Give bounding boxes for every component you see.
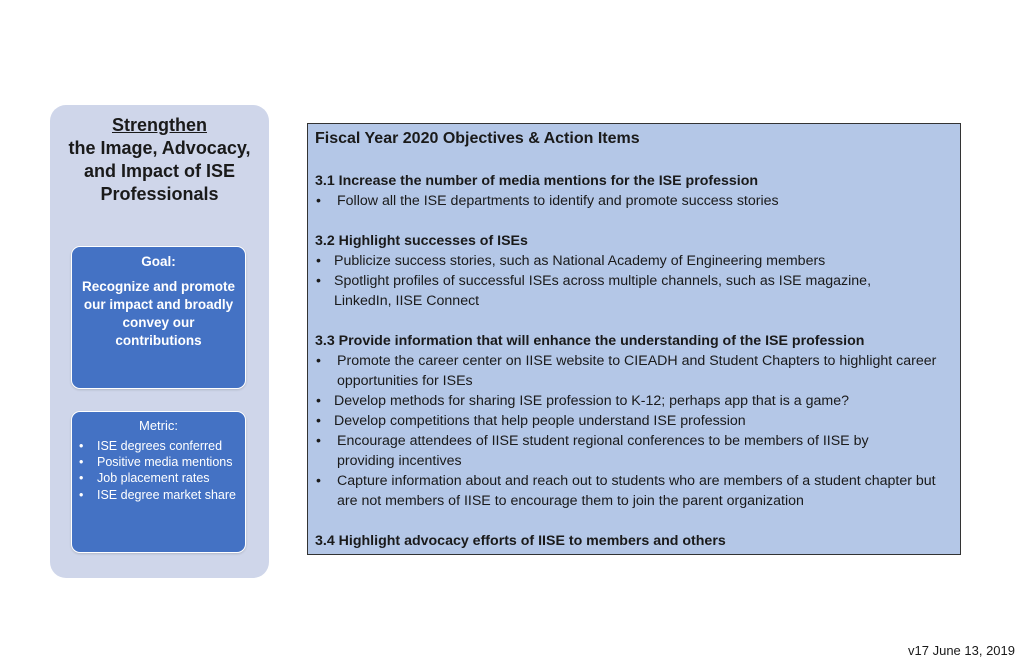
action-item — [315, 271, 955, 311]
objectives-body — [315, 171, 955, 551]
goal-text: Recognize and promote our impact and broadly convey our contributions — [81, 279, 235, 348]
metric-item — [79, 438, 239, 454]
bullet-icon: • — [316, 393, 321, 409]
metric-item-text: Job placement rates — [97, 471, 210, 486]
action-item — [315, 251, 955, 271]
bullet-icon: • — [316, 413, 321, 429]
metric-item-text: Positive media mentions — [97, 455, 233, 470]
bullet-icon: • — [79, 455, 84, 470]
action-item — [315, 471, 955, 511]
bullet-icon: • — [316, 253, 321, 269]
action-item-text: Develop competitions that help people understand ISE profession — [334, 413, 746, 429]
section-heading: 3.1 Increase the number of media mentions for the ISE profession — [315, 173, 759, 189]
bullet-icon: • — [316, 433, 321, 449]
bullet-icon: • — [79, 487, 84, 502]
objectives-title: Fiscal Year 2020 Objectives & Action Items — [315, 130, 640, 147]
section-heading: 3.4 Highlight advocacy efforts of IISE to members and others — [315, 533, 726, 549]
metric-item-text: ISE degree market share — [97, 487, 236, 502]
action-item — [315, 191, 955, 211]
action-item-text: Publicize success stories, such as National Academy of Engineering members — [334, 253, 826, 269]
metric-item — [79, 487, 239, 503]
panel-title — [50, 114, 269, 206]
metric-heading: Metric: — [139, 418, 178, 433]
bullet-icon: • — [79, 471, 84, 486]
version-footer: v17 June 13, 2019 — [908, 643, 1015, 658]
bullet-icon: • — [316, 193, 321, 209]
bullet-icon: • — [79, 439, 84, 453]
goal-heading: Goal: — [141, 254, 176, 269]
action-item-text: Develop methods for sharing ISE profession to K-12; perhaps app that is a game? — [334, 393, 849, 409]
bullet-icon: • — [316, 353, 321, 369]
panel-title-line: Professionals — [100, 184, 219, 204]
action-item — [315, 351, 955, 391]
bullet-icon: • — [316, 473, 321, 489]
action-item — [315, 411, 955, 431]
action-item-text: Capture information about and reach out to students who are members of a student chapter but are not members of IISE to encourage them to join the parent organization — [337, 473, 936, 509]
section-heading: 3.2 Highlight successes of ISEs — [315, 233, 528, 249]
action-item-text: Promote the career center on IISE website to CIEADH and Student Chapters to highlight career opportunities for ISEs — [337, 353, 937, 389]
panel-title-line: the Image, Advocacy, — [68, 138, 251, 158]
metric-item-text: ISE degrees conferred — [97, 439, 223, 453]
action-item — [315, 431, 955, 471]
bullet-icon: • — [316, 273, 321, 289]
action-item-text: Follow all the ISE departments to identify and promote success stories — [337, 193, 779, 209]
metric-item — [79, 454, 239, 470]
panel-title-underlined: Strengthen — [111, 115, 207, 135]
metric-card — [71, 411, 246, 553]
objectives-box — [307, 123, 961, 555]
metric-list — [72, 438, 245, 503]
action-item-text: Encourage attendees of IISE student regional conferences to be members of IISE by providing incentives — [337, 433, 869, 469]
metric-item — [79, 470, 239, 486]
strategic-goal-panel — [50, 105, 269, 578]
panel-title-line: and Impact of ISE — [83, 161, 236, 181]
goal-card — [71, 246, 246, 389]
action-item — [315, 391, 955, 411]
action-item-text: Spotlight profiles of successful ISEs across multiple channels, such as ISE magazine, LinkedIn, IISE Connect — [334, 273, 872, 309]
section-heading: 3.3 Provide information that will enhance the understanding of the ISE profession — [315, 333, 865, 349]
